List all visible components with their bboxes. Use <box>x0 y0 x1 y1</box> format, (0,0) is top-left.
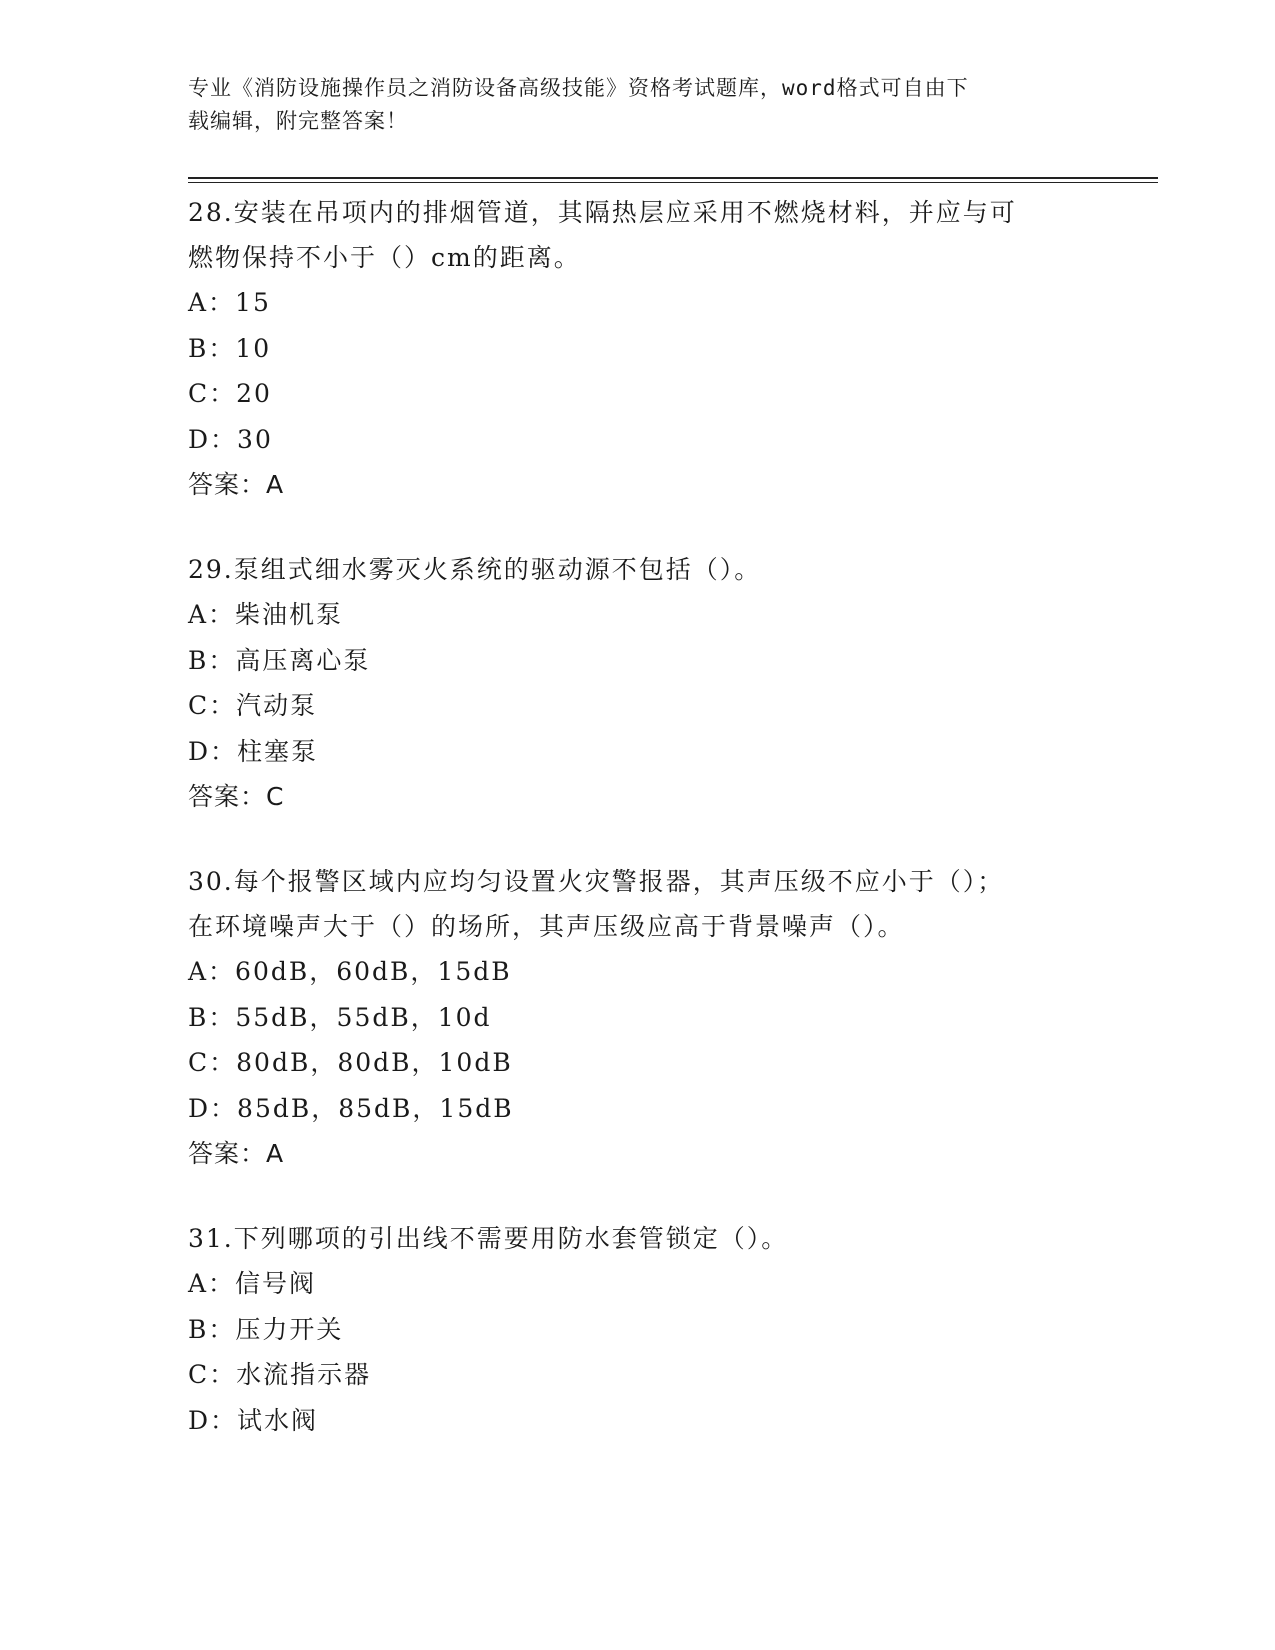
question-text-line: 29.泵组式细水雾灭火系统的驱动源不包括（）。 <box>188 555 762 584</box>
header-divider-thick <box>188 177 1158 179</box>
question-text-line: 30.每个报警区域内应均匀设置火灾警报器，其声压级不应小于（）； <box>188 867 1005 896</box>
question-28 <box>188 190 1088 507</box>
option-d: D：试水阀 <box>188 1405 319 1435</box>
document-header <box>188 72 1068 138</box>
option-b: B：10 <box>188 333 272 363</box>
question-text <box>188 547 1068 592</box>
option-c: C：水流指示器 <box>188 1360 372 1389</box>
question-text-line: 燃物保持不小于（）cm的距离。 <box>188 243 581 272</box>
option-a: A：15 <box>188 288 271 317</box>
option-c: C：80dB，80dB，10dB <box>188 1048 513 1077</box>
answer-label: 答案：A <box>188 470 285 499</box>
question-list <box>188 190 1088 1483</box>
question-text <box>188 190 1068 280</box>
question-text-line: 在环境噪声大于（）的场所，其声压级应高于背景噪声（）。 <box>188 912 905 941</box>
header-divider-thin <box>188 182 1158 183</box>
option-a: A：柴油机泵 <box>188 600 344 629</box>
question-text <box>188 1216 1068 1261</box>
answer-label: 答案：A <box>188 1139 285 1168</box>
question-text-line: 28.安装在吊项内的排烟管道，其隔热层应采用不燃烧材料，并应与可 <box>188 198 1017 227</box>
option-b: B：55dB，55dB，10d <box>188 1002 492 1032</box>
question-29 <box>188 547 1088 819</box>
header-line-1: 专业《消防设施操作员之消防设备高级技能》资格考试题库，word格式可自由下 <box>188 76 969 100</box>
option-c: C：汽动泵 <box>188 691 318 720</box>
answer-label: 答案：C <box>188 782 285 811</box>
question-text <box>188 859 1068 949</box>
question-30 <box>188 859 1088 1176</box>
option-c: C：20 <box>188 379 272 408</box>
option-a: A：信号阀 <box>188 1269 317 1298</box>
question-31 <box>188 1216 1088 1443</box>
option-d: D：85dB，85dB，15dB <box>188 1093 514 1123</box>
option-d: D：30 <box>188 424 273 454</box>
option-d: D：柱塞泵 <box>188 736 319 766</box>
question-text-line: 31.下列哪项的引出线不需要用防水套管锁定（）。 <box>188 1224 789 1253</box>
header-line-2: 载编辑，附完整答案！ <box>188 109 408 133</box>
option-b: B：高压离心泵 <box>188 645 371 675</box>
option-a: A：60dB，60dB，15dB <box>188 957 512 986</box>
option-b: B：压力开关 <box>188 1314 344 1344</box>
